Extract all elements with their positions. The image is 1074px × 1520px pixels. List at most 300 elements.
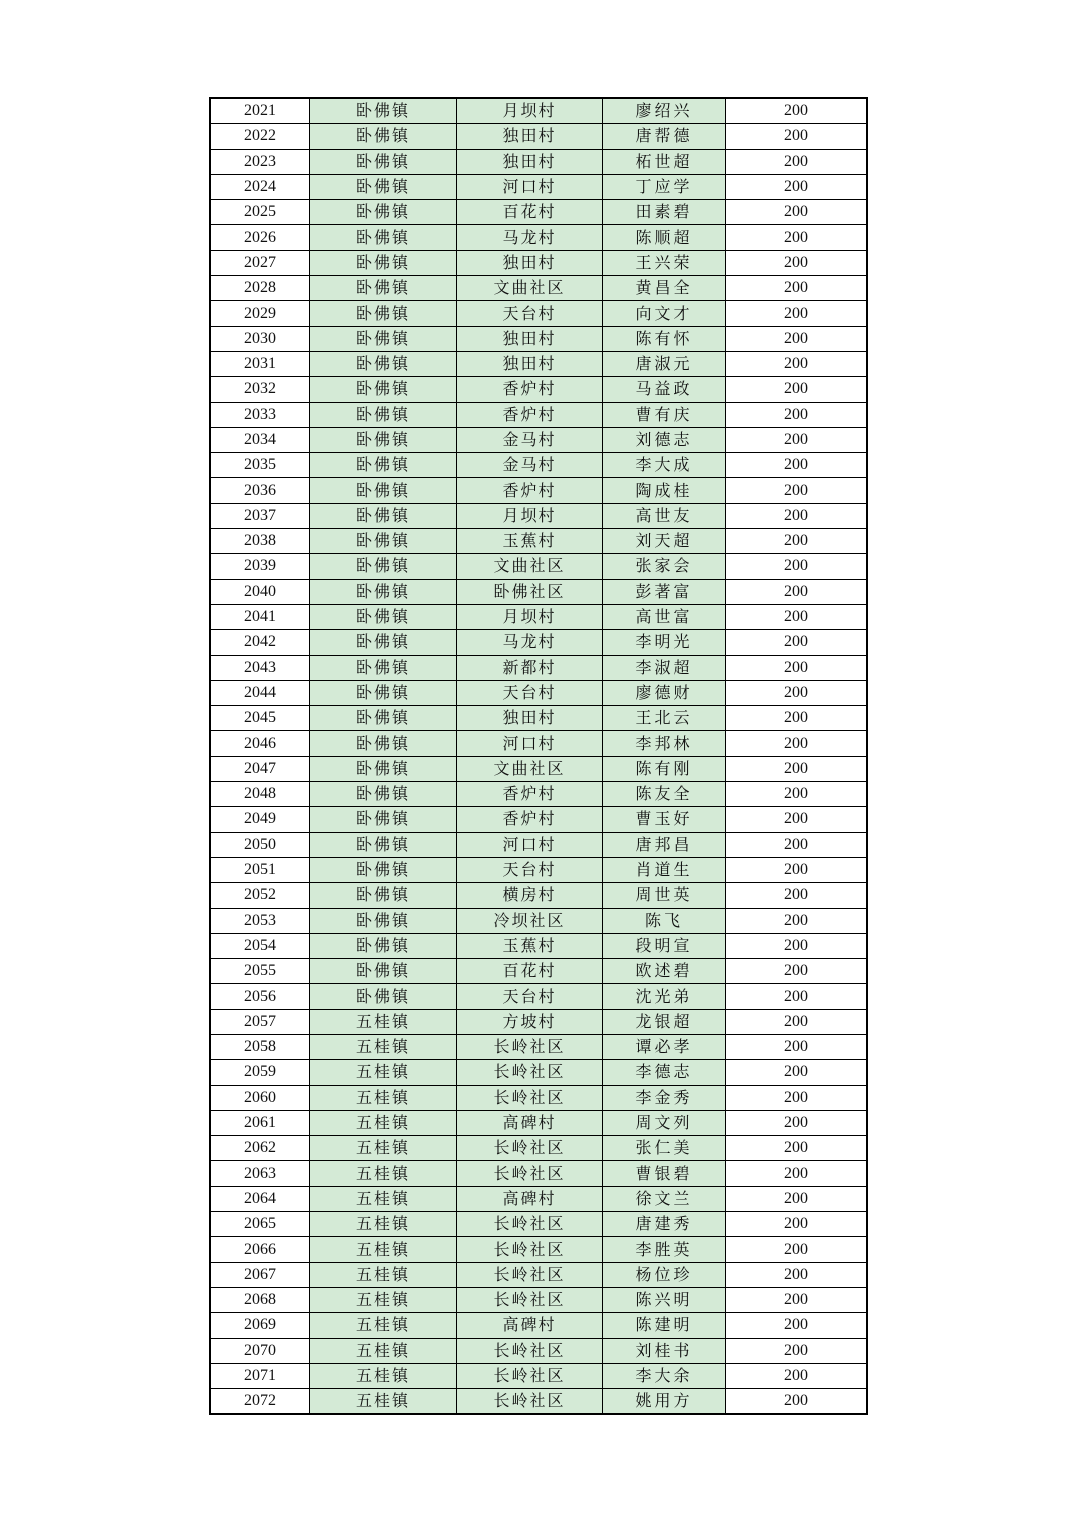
- town-cell: 卧佛镇: [310, 604, 457, 629]
- table-row: [210, 98, 867, 124]
- amount-cell: 200: [726, 326, 868, 351]
- amount-cell: 200: [726, 529, 868, 554]
- town-cell: 卧佛镇: [310, 756, 457, 781]
- person-name-cell: 黄昌全: [603, 276, 726, 301]
- town-cell: 五桂镇: [310, 1338, 457, 1363]
- village-cell: 金马村: [457, 427, 603, 452]
- person-name-cell: 谭必孝: [603, 1034, 726, 1059]
- town-cell: 卧佛镇: [310, 478, 457, 503]
- amount-cell: 200: [726, 883, 868, 908]
- town-cell: 卧佛镇: [310, 807, 457, 832]
- person-name-cell: 廖德财: [603, 680, 726, 705]
- table-row: [210, 1237, 867, 1262]
- person-name-cell: 李德志: [603, 1060, 726, 1085]
- town-cell: 五桂镇: [310, 1212, 457, 1237]
- village-cell: 玉蕉村: [457, 529, 603, 554]
- person-name-cell: 唐帮德: [603, 124, 726, 149]
- person-name-cell: 向文才: [603, 301, 726, 326]
- village-cell: 长岭社区: [457, 1060, 603, 1085]
- table-row: [210, 731, 867, 756]
- village-cell: 天台村: [457, 680, 603, 705]
- amount-cell: 200: [726, 301, 868, 326]
- person-name-cell: 彭著富: [603, 579, 726, 604]
- serial-number-cell: 2064: [210, 1186, 310, 1211]
- person-name-cell: 沈光弟: [603, 984, 726, 1009]
- town-cell: 卧佛镇: [310, 630, 457, 655]
- town-cell: 卧佛镇: [310, 377, 457, 402]
- person-name-cell: 廖绍兴: [603, 98, 726, 124]
- village-cell: 长岭社区: [457, 1262, 603, 1287]
- village-cell: 长岭社区: [457, 1034, 603, 1059]
- table-row: [210, 1389, 867, 1415]
- table-row: [210, 326, 867, 351]
- village-cell: 马龙村: [457, 630, 603, 655]
- person-name-cell: 陈飞: [603, 908, 726, 933]
- person-name-cell: 李邦林: [603, 731, 726, 756]
- serial-number-cell: 2047: [210, 756, 310, 781]
- town-cell: 五桂镇: [310, 1262, 457, 1287]
- village-cell: 独田村: [457, 326, 603, 351]
- table-row: [210, 1085, 867, 1110]
- village-cell: 香炉村: [457, 807, 603, 832]
- table-row: [210, 529, 867, 554]
- amount-cell: 200: [726, 124, 868, 149]
- village-cell: 长岭社区: [457, 1237, 603, 1262]
- town-cell: 五桂镇: [310, 1009, 457, 1034]
- village-cell: 玉蕉村: [457, 933, 603, 958]
- town-cell: 卧佛镇: [310, 959, 457, 984]
- amount-cell: 200: [726, 1363, 868, 1388]
- table-row: [210, 1338, 867, 1363]
- amount-cell: 200: [726, 908, 868, 933]
- town-cell: 五桂镇: [310, 1136, 457, 1161]
- amount-cell: 200: [726, 453, 868, 478]
- amount-cell: 200: [726, 1186, 868, 1211]
- table-row: [210, 301, 867, 326]
- person-name-cell: 陈顺超: [603, 225, 726, 250]
- table-row: [210, 807, 867, 832]
- amount-cell: 200: [726, 1009, 868, 1034]
- person-name-cell: 陈有刚: [603, 756, 726, 781]
- town-cell: 五桂镇: [310, 1313, 457, 1338]
- serial-number-cell: 2072: [210, 1389, 310, 1415]
- town-cell: 五桂镇: [310, 1287, 457, 1312]
- person-name-cell: 陈兴明: [603, 1287, 726, 1312]
- person-name-cell: 李淑超: [603, 655, 726, 680]
- person-name-cell: 周世英: [603, 883, 726, 908]
- village-cell: 月坝村: [457, 503, 603, 528]
- serial-number-cell: 2057: [210, 1009, 310, 1034]
- person-name-cell: 田素碧: [603, 200, 726, 225]
- village-cell: 独田村: [457, 124, 603, 149]
- person-name-cell: 肖道生: [603, 857, 726, 882]
- serial-number-cell: 2065: [210, 1212, 310, 1237]
- village-cell: 高碑村: [457, 1110, 603, 1135]
- amount-cell: 200: [726, 98, 868, 124]
- table-row: [210, 857, 867, 882]
- town-cell: 卧佛镇: [310, 883, 457, 908]
- table-row: [210, 174, 867, 199]
- village-cell: 新都村: [457, 655, 603, 680]
- serial-number-cell: 2063: [210, 1161, 310, 1186]
- village-cell: 长岭社区: [457, 1363, 603, 1388]
- town-cell: 卧佛镇: [310, 276, 457, 301]
- table-row: [210, 427, 867, 452]
- serial-number-cell: 2055: [210, 959, 310, 984]
- table-row: [210, 756, 867, 781]
- town-cell: 五桂镇: [310, 1060, 457, 1085]
- serial-number-cell: 2021: [210, 98, 310, 124]
- serial-number-cell: 2038: [210, 529, 310, 554]
- amount-cell: 200: [726, 832, 868, 857]
- village-cell: 香炉村: [457, 478, 603, 503]
- table-row: [210, 984, 867, 1009]
- serial-number-cell: 2071: [210, 1363, 310, 1388]
- table-row: [210, 478, 867, 503]
- town-cell: 卧佛镇: [310, 225, 457, 250]
- village-cell: 独田村: [457, 250, 603, 275]
- village-cell: 天台村: [457, 984, 603, 1009]
- table-row: [210, 959, 867, 984]
- person-name-cell: 唐淑元: [603, 351, 726, 376]
- person-name-cell: 刘德志: [603, 427, 726, 452]
- village-cell: 长岭社区: [457, 1338, 603, 1363]
- serial-number-cell: 2041: [210, 604, 310, 629]
- amount-cell: 200: [726, 1060, 868, 1085]
- village-cell: 天台村: [457, 857, 603, 882]
- town-cell: 卧佛镇: [310, 250, 457, 275]
- serial-number-cell: 2039: [210, 554, 310, 579]
- serial-number-cell: 2032: [210, 377, 310, 402]
- amount-cell: 200: [726, 782, 868, 807]
- person-name-cell: 陈建明: [603, 1313, 726, 1338]
- table-row: [210, 706, 867, 731]
- table-row: [210, 832, 867, 857]
- village-cell: 香炉村: [457, 377, 603, 402]
- town-cell: 卧佛镇: [310, 174, 457, 199]
- town-cell: 卧佛镇: [310, 554, 457, 579]
- table-row: [210, 225, 867, 250]
- person-name-cell: 曹有庆: [603, 402, 726, 427]
- serial-number-cell: 2044: [210, 680, 310, 705]
- village-cell: 文曲社区: [457, 554, 603, 579]
- person-name-cell: 陈有怀: [603, 326, 726, 351]
- person-name-cell: 张家会: [603, 554, 726, 579]
- amount-cell: 200: [726, 149, 868, 174]
- table-row: [210, 124, 867, 149]
- serial-number-cell: 2070: [210, 1338, 310, 1363]
- town-cell: 卧佛镇: [310, 706, 457, 731]
- serial-number-cell: 2052: [210, 883, 310, 908]
- village-cell: 长岭社区: [457, 1136, 603, 1161]
- amount-cell: 200: [726, 706, 868, 731]
- amount-cell: 200: [726, 655, 868, 680]
- town-cell: 五桂镇: [310, 1034, 457, 1059]
- table-row: [210, 908, 867, 933]
- table-row: [210, 579, 867, 604]
- table-row: [210, 1136, 867, 1161]
- person-name-cell: 李大成: [603, 453, 726, 478]
- village-cell: 香炉村: [457, 782, 603, 807]
- serial-number-cell: 2056: [210, 984, 310, 1009]
- person-name-cell: 曹银碧: [603, 1161, 726, 1186]
- village-cell: 百花村: [457, 959, 603, 984]
- amount-cell: 200: [726, 174, 868, 199]
- table-row: [210, 1313, 867, 1338]
- amount-cell: 200: [726, 503, 868, 528]
- table-row: [210, 1060, 867, 1085]
- serial-number-cell: 2049: [210, 807, 310, 832]
- amount-cell: 200: [726, 554, 868, 579]
- town-cell: 卧佛镇: [310, 326, 457, 351]
- town-cell: 五桂镇: [310, 1161, 457, 1186]
- serial-number-cell: 2069: [210, 1313, 310, 1338]
- person-name-cell: 杨位珍: [603, 1262, 726, 1287]
- town-cell: 卧佛镇: [310, 351, 457, 376]
- serial-number-cell: 2067: [210, 1262, 310, 1287]
- table-row: [210, 402, 867, 427]
- table-row: [210, 149, 867, 174]
- village-cell: 长岭社区: [457, 1212, 603, 1237]
- town-cell: 五桂镇: [310, 1186, 457, 1211]
- town-cell: 卧佛镇: [310, 402, 457, 427]
- person-name-cell: 欧述碧: [603, 959, 726, 984]
- table-row: [210, 1110, 867, 1135]
- person-name-cell: 高世富: [603, 604, 726, 629]
- amount-cell: 200: [726, 1110, 868, 1135]
- town-cell: 卧佛镇: [310, 98, 457, 124]
- village-cell: 高碑村: [457, 1313, 603, 1338]
- person-name-cell: 徐文兰: [603, 1186, 726, 1211]
- village-cell: 香炉村: [457, 402, 603, 427]
- village-cell: 金马村: [457, 453, 603, 478]
- village-cell: 百花村: [457, 200, 603, 225]
- amount-cell: 200: [726, 276, 868, 301]
- person-name-cell: 丁应学: [603, 174, 726, 199]
- table-row: [210, 1161, 867, 1186]
- village-cell: 天台村: [457, 301, 603, 326]
- village-cell: 河口村: [457, 174, 603, 199]
- village-cell: 文曲社区: [457, 756, 603, 781]
- serial-number-cell: 2026: [210, 225, 310, 250]
- town-cell: 卧佛镇: [310, 503, 457, 528]
- serial-number-cell: 2024: [210, 174, 310, 199]
- serial-number-cell: 2042: [210, 630, 310, 655]
- serial-number-cell: 2030: [210, 326, 310, 351]
- village-cell: 冷坝社区: [457, 908, 603, 933]
- serial-number-cell: 2033: [210, 402, 310, 427]
- serial-number-cell: 2051: [210, 857, 310, 882]
- village-cell: 长岭社区: [457, 1085, 603, 1110]
- serial-number-cell: 2034: [210, 427, 310, 452]
- person-name-cell: 马益政: [603, 377, 726, 402]
- serial-number-cell: 2040: [210, 579, 310, 604]
- serial-number-cell: 2066: [210, 1237, 310, 1262]
- serial-number-cell: 2036: [210, 478, 310, 503]
- town-cell: 五桂镇: [310, 1085, 457, 1110]
- town-cell: 卧佛镇: [310, 908, 457, 933]
- amount-cell: 200: [726, 1085, 868, 1110]
- serial-number-cell: 2029: [210, 301, 310, 326]
- amount-cell: 200: [726, 959, 868, 984]
- table-row: [210, 933, 867, 958]
- amount-cell: 200: [726, 630, 868, 655]
- table-row: [210, 1009, 867, 1034]
- serial-number-cell: 2028: [210, 276, 310, 301]
- table-row: [210, 200, 867, 225]
- village-cell: 独田村: [457, 706, 603, 731]
- serial-number-cell: 2060: [210, 1085, 310, 1110]
- serial-number-cell: 2027: [210, 250, 310, 275]
- table-row: [210, 883, 867, 908]
- serial-number-cell: 2061: [210, 1110, 310, 1135]
- table-row: [210, 630, 867, 655]
- town-cell: 卧佛镇: [310, 731, 457, 756]
- table-row: [210, 453, 867, 478]
- table-row: [210, 377, 867, 402]
- town-cell: 卧佛镇: [310, 453, 457, 478]
- serial-number-cell: 2022: [210, 124, 310, 149]
- town-cell: 卧佛镇: [310, 857, 457, 882]
- table-row: [210, 351, 867, 376]
- town-cell: 卧佛镇: [310, 301, 457, 326]
- village-cell: 横房村: [457, 883, 603, 908]
- person-name-cell: 姚用方: [603, 1389, 726, 1415]
- village-cell: 方坡村: [457, 1009, 603, 1034]
- table-body: [210, 98, 867, 1414]
- town-cell: 卧佛镇: [310, 832, 457, 857]
- table-row: [210, 276, 867, 301]
- person-name-cell: 王兴荣: [603, 250, 726, 275]
- table-row: [210, 655, 867, 680]
- person-name-cell: 唐邦昌: [603, 832, 726, 857]
- table-row: [210, 250, 867, 275]
- amount-cell: 200: [726, 427, 868, 452]
- serial-number-cell: 2059: [210, 1060, 310, 1085]
- table-row: [210, 680, 867, 705]
- town-cell: 卧佛镇: [310, 529, 457, 554]
- amount-cell: 200: [726, 250, 868, 275]
- table-row: [210, 503, 867, 528]
- person-name-cell: 刘天超: [603, 529, 726, 554]
- serial-number-cell: 2035: [210, 453, 310, 478]
- amount-cell: 200: [726, 1034, 868, 1059]
- amount-cell: 200: [726, 200, 868, 225]
- town-cell: 卧佛镇: [310, 655, 457, 680]
- person-name-cell: 周文列: [603, 1110, 726, 1135]
- serial-number-cell: 2068: [210, 1287, 310, 1312]
- town-cell: 五桂镇: [310, 1363, 457, 1388]
- town-cell: 卧佛镇: [310, 782, 457, 807]
- serial-number-cell: 2050: [210, 832, 310, 857]
- serial-number-cell: 2048: [210, 782, 310, 807]
- person-name-cell: 李大余: [603, 1363, 726, 1388]
- amount-cell: 200: [726, 731, 868, 756]
- village-cell: 长岭社区: [457, 1287, 603, 1312]
- person-name-cell: 陶成桂: [603, 478, 726, 503]
- town-cell: 卧佛镇: [310, 124, 457, 149]
- table-row: [210, 1363, 867, 1388]
- town-cell: 卧佛镇: [310, 200, 457, 225]
- town-cell: 卧佛镇: [310, 579, 457, 604]
- table-row: [210, 1212, 867, 1237]
- person-name-cell: 柘世超: [603, 149, 726, 174]
- subsidy-roster-table: [209, 97, 868, 1415]
- amount-cell: 200: [726, 1212, 868, 1237]
- village-cell: 月坝村: [457, 604, 603, 629]
- table-row: [210, 782, 867, 807]
- amount-cell: 200: [726, 225, 868, 250]
- town-cell: 卧佛镇: [310, 427, 457, 452]
- serial-number-cell: 2025: [210, 200, 310, 225]
- serial-number-cell: 2043: [210, 655, 310, 680]
- amount-cell: 200: [726, 351, 868, 376]
- amount-cell: 200: [726, 807, 868, 832]
- serial-number-cell: 2045: [210, 706, 310, 731]
- village-cell: 文曲社区: [457, 276, 603, 301]
- serial-number-cell: 2037: [210, 503, 310, 528]
- amount-cell: 200: [726, 984, 868, 1009]
- town-cell: 五桂镇: [310, 1389, 457, 1415]
- amount-cell: 200: [726, 680, 868, 705]
- amount-cell: 200: [726, 1136, 868, 1161]
- serial-number-cell: 2054: [210, 933, 310, 958]
- town-cell: 五桂镇: [310, 1110, 457, 1135]
- serial-number-cell: 2062: [210, 1136, 310, 1161]
- table-row: [210, 1262, 867, 1287]
- person-name-cell: 李胜英: [603, 1237, 726, 1262]
- village-cell: 月坝村: [457, 98, 603, 124]
- person-name-cell: 刘桂书: [603, 1338, 726, 1363]
- amount-cell: 200: [726, 402, 868, 427]
- amount-cell: 200: [726, 478, 868, 503]
- person-name-cell: 唐建秀: [603, 1212, 726, 1237]
- table-row: [210, 554, 867, 579]
- amount-cell: 200: [726, 604, 868, 629]
- person-name-cell: 李金秀: [603, 1085, 726, 1110]
- serial-number-cell: 2023: [210, 149, 310, 174]
- village-cell: 河口村: [457, 832, 603, 857]
- serial-number-cell: 2046: [210, 731, 310, 756]
- person-name-cell: 高世友: [603, 503, 726, 528]
- town-cell: 卧佛镇: [310, 149, 457, 174]
- amount-cell: 200: [726, 1389, 868, 1415]
- serial-number-cell: 2053: [210, 908, 310, 933]
- amount-cell: 200: [726, 1237, 868, 1262]
- town-cell: 卧佛镇: [310, 984, 457, 1009]
- amount-cell: 200: [726, 756, 868, 781]
- amount-cell: 200: [726, 1262, 868, 1287]
- person-name-cell: 李明光: [603, 630, 726, 655]
- village-cell: 独田村: [457, 351, 603, 376]
- serial-number-cell: 2031: [210, 351, 310, 376]
- village-cell: 高碑村: [457, 1186, 603, 1211]
- village-cell: 长岭社区: [457, 1161, 603, 1186]
- table-row: [210, 1034, 867, 1059]
- amount-cell: 200: [726, 1313, 868, 1338]
- amount-cell: 200: [726, 1338, 868, 1363]
- village-cell: 长岭社区: [457, 1389, 603, 1415]
- amount-cell: 200: [726, 933, 868, 958]
- person-name-cell: 张仁美: [603, 1136, 726, 1161]
- village-cell: 河口村: [457, 731, 603, 756]
- town-cell: 卧佛镇: [310, 680, 457, 705]
- amount-cell: 200: [726, 1161, 868, 1186]
- table-row: [210, 1287, 867, 1312]
- town-cell: 五桂镇: [310, 1237, 457, 1262]
- town-cell: 卧佛镇: [310, 933, 457, 958]
- amount-cell: 200: [726, 1287, 868, 1312]
